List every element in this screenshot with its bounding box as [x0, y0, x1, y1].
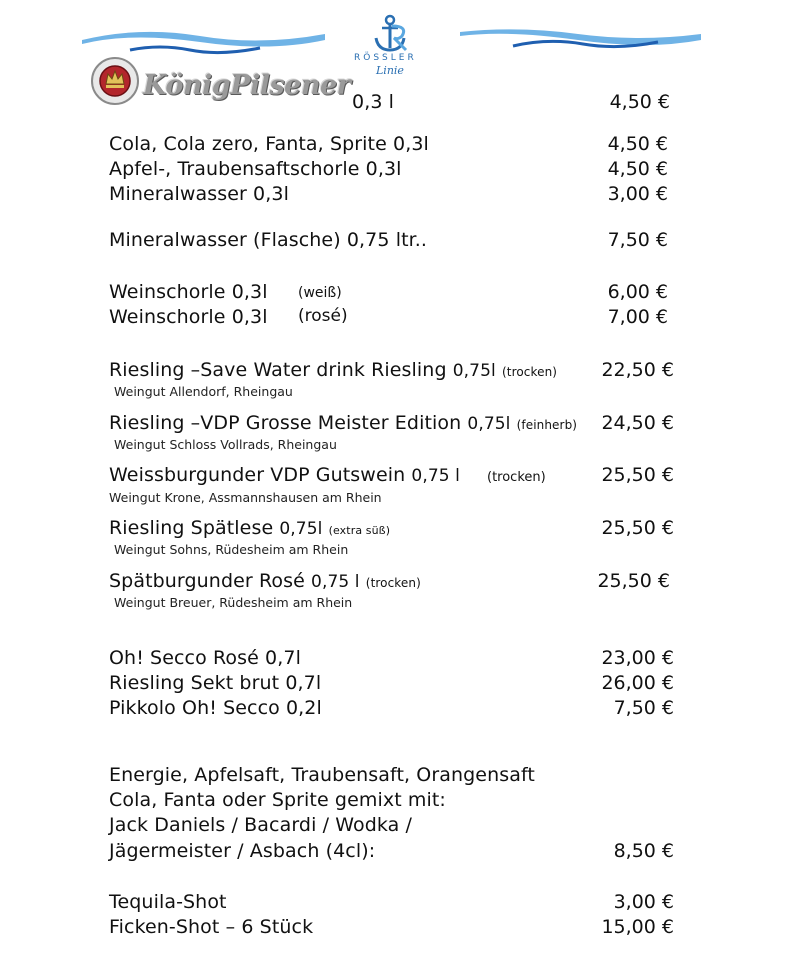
brand-logo-text: KönigPilsener [143, 70, 351, 101]
winery: Weingut Krone, Assmannshausen am Rhein [109, 490, 382, 505]
item-price: 22,50 € [601, 359, 674, 381]
winery: Weingut Breuer, Rüdesheim am Rhein [114, 595, 353, 610]
crest-icon [90, 56, 140, 106]
anchor-logo-icon [370, 14, 414, 54]
list-item: Mineralwasser 0,3l [109, 183, 289, 205]
company-name: RÖSSLER [354, 53, 417, 63]
company-sub: Linie [376, 64, 404, 77]
item-note: (weiß) [298, 285, 342, 301]
wave-left-icon [80, 28, 330, 58]
list-item: Cola, Cola zero, Fanta, Sprite 0,3l [109, 133, 429, 155]
item-price: 15,00 € [601, 916, 674, 938]
list-item: Ficken-Shot – 6 Stück [109, 916, 314, 938]
beer-size: 0,3 l [352, 91, 395, 113]
winery: Weingut Schloss Vollrads, Rheingau [114, 437, 337, 452]
wine-name: Riesling –VDP Grosse Meister Edition 0,75l (feinherb) [109, 412, 578, 434]
mix-line: Jägermeister / Asbach (4cl): [109, 840, 376, 862]
item-price: 8,50 € [613, 840, 674, 862]
item-price: 7,00 € [607, 306, 668, 328]
wine-name: Spätburgunder Rosé 0,75 l (trocken) [109, 570, 421, 592]
item-price: 23,00 € [601, 647, 674, 669]
beer-price: 4,50 € [609, 91, 670, 113]
wave-right-icon [458, 24, 703, 58]
item-price: 25,50 € [601, 464, 674, 486]
item-price: 7,50 € [607, 229, 668, 251]
item-price: 24,50 € [601, 412, 674, 434]
item-price: 25,50 € [597, 570, 670, 592]
list-item: Oh! Secco Rosé 0,7l [109, 647, 301, 669]
wine-name: Riesling –Save Water drink Riesling 0,75l (trocken) [109, 359, 558, 381]
item-price: 4,50 € [607, 158, 668, 180]
mix-line: Jack Daniels / Bacardi / Wodka / [109, 814, 413, 836]
item-price: 7,50 € [613, 697, 674, 719]
item-price: 6,00 € [607, 281, 668, 303]
list-item: Tequila-Shot [109, 891, 227, 913]
mix-line: Cola, Fanta oder Sprite gemixt mit: [109, 789, 446, 811]
item-price: 25,50 € [601, 517, 674, 539]
winery: Weingut Allendorf, Rheingau [114, 384, 293, 399]
item-price: 4,50 € [607, 133, 668, 155]
winery: Weingut Sohns, Rüdesheim am Rhein [114, 542, 349, 557]
list-item: Apfel-, Traubensaftschorle 0,3l [109, 158, 402, 180]
list-item: Weinschorle 0,3l [109, 306, 268, 328]
mix-line: Energie, Apfelsaft, Traubensaft, Orangensaft [109, 764, 535, 786]
wine-name: Weissburgunder VDP Gutswein 0,75 l [109, 464, 460, 486]
item-price: 26,00 € [601, 672, 674, 694]
item-price: 3,00 € [607, 183, 668, 205]
list-item: Mineralwasser (Flasche) 0,75 ltr.. [109, 229, 428, 251]
item-price: 3,00 € [613, 891, 674, 913]
list-item: Weinschorle 0,3l [109, 281, 268, 303]
wine-name: Riesling Spätlese 0,75l (extra süß) [109, 517, 391, 539]
list-item: Pikkolo Oh! Secco 0,2l [109, 697, 322, 719]
item-note: (rosé) [298, 306, 348, 326]
list-item: Riesling Sekt brut 0,7l [109, 672, 322, 694]
item-note: (trocken) [487, 470, 546, 485]
